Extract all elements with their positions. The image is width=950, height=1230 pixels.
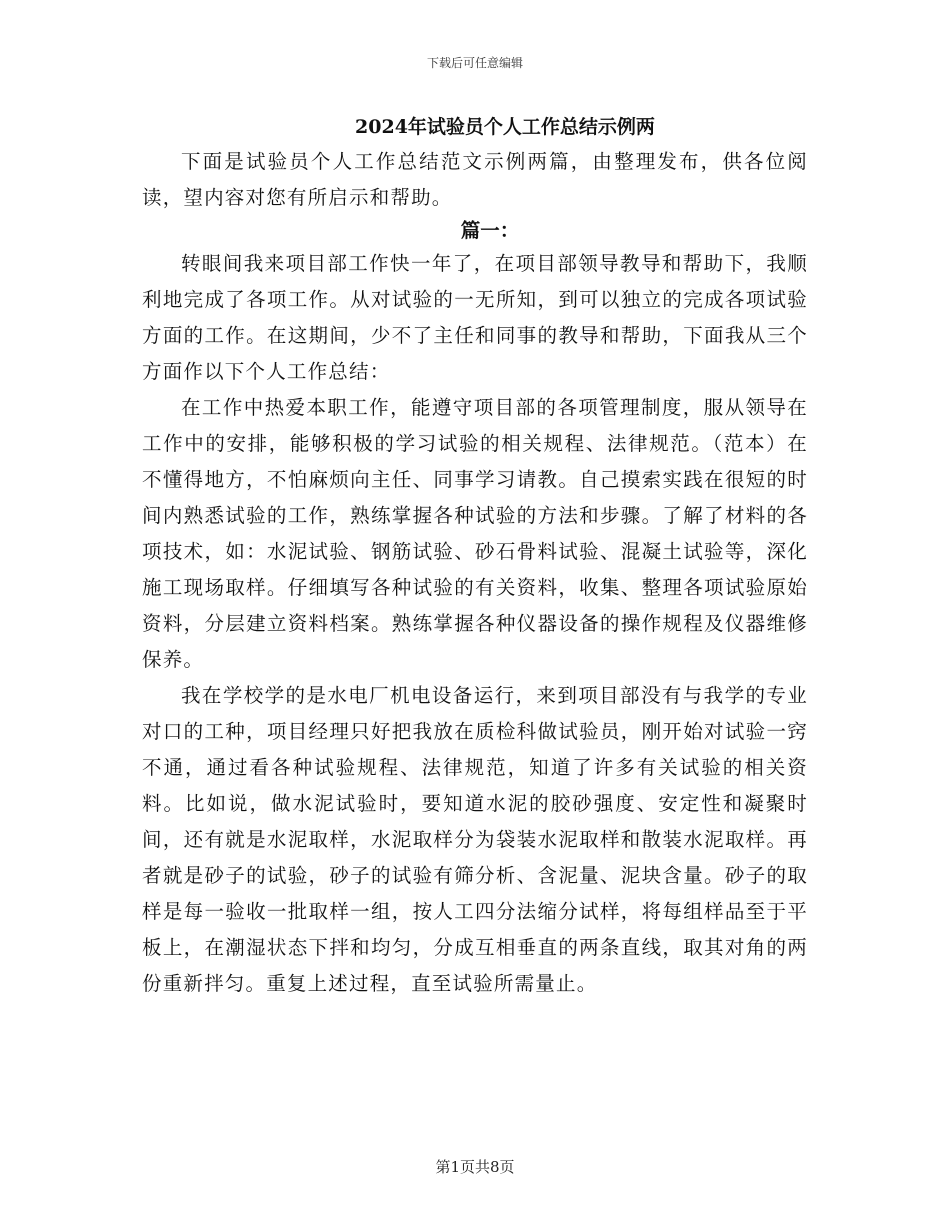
body-paragraph-1: 转眼间我来项目部工作快一年了，在项目部领导教导和帮助下，我顺利地完成了各项工作。从对试验的一无所知，到可以独立的完成各项试验方面的工作。在这期间，少不了主任和同事的教导和帮助，下面我从三个方面作以下个人工作总结： — [142, 252, 808, 383]
body-paragraph-2: 在工作中热爱本职工作，能遵守项目部的各项管理制度，服从领导在工作中的安排，能够积极的学习试验的相关规程、法律规范。（范本）在不懂得地方，不怕麻烦向主任、同事学习请教。自己摸索实践在很短的时间内熟悉试验的工作，熟练掌握各种试验的方法和步骤。了解了材料的各项技术，如：水泥试验、钢筋试验、砂石骨料试验、混凝土试验等，深化施工现场取样。仔细填写各种试验的有关资料，收集、整理各项试验原始资料，分层建立资料档案。熟练掌握各种仪器设备的操作规程及仪器维修保养。 — [142, 396, 808, 671]
section-heading: 篇一： — [460, 219, 520, 242]
document-title: 2024年试验员个人工作总结示例两 — [355, 116, 655, 138]
header-note: 下载后可任意编辑 — [426, 56, 523, 70]
document-body — [142, 112, 808, 1002]
body-paragraph-3: 我在学校学的是水电厂机电设备运行，来到项目部没有与我学的专业对口的工种，项目经理只好把我放在质检科做试验员，刚开始对试验一窍不通，通过看各种试验规程、法律规范，知道了许多有关试验的相关资料。比如说，做水泥试验时，要知道水泥的胶砂强度、安定性和凝聚时间，还有就是水泥取样，水泥取样分为袋装水泥取样和散装水泥取样。再者就是砂子的试验，砂子的试验有筛分析、含泥量、泥块含量。砂子的取样是每一验收一批取样一组，按人工四分法缩分试样，将每组样品至于平板上，在潮湿状态下拌和均匀，分成互相垂直的两条直线，取其对角的两份重新拌匀。重复上述过程，直至试验所需量止。 — [142, 684, 808, 995]
intro-paragraph: 下面是试验员个人工作总结范文示例两篇，由整理发布，供各位阅读，望内容对您有所启示和帮助。 — [142, 150, 808, 209]
page-number: 第1页共8页 — [435, 1158, 515, 1176]
